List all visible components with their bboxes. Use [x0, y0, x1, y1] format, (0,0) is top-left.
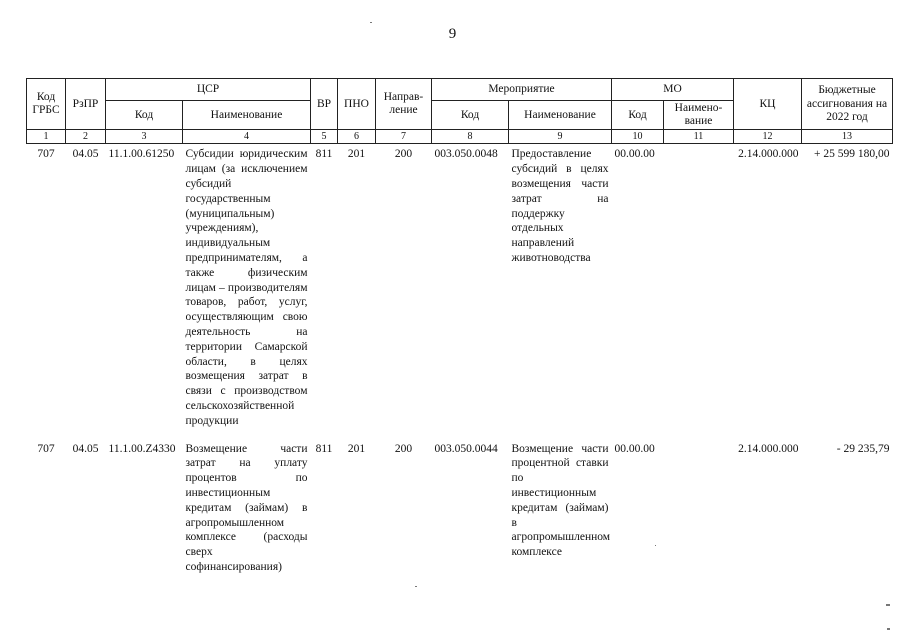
column-number: 10: [612, 130, 664, 144]
column-number: 8: [432, 130, 509, 144]
header-mer-name: Наименование: [509, 101, 612, 130]
header-pno: ПНО: [338, 79, 376, 130]
cell-mo-name: [664, 144, 734, 429]
cell-grbs: 707: [37, 148, 55, 161]
cell-mer-kod: 003.050.0048: [434, 148, 498, 161]
page-number: 9: [448, 26, 457, 42]
column-number: 12: [734, 130, 802, 144]
header-mo: МО: [612, 79, 734, 101]
column-number: 7: [376, 130, 432, 144]
header-csr: ЦСР: [106, 79, 311, 101]
header-kc: КЦ: [734, 79, 802, 130]
cell-pno: 201: [347, 148, 366, 161]
column-number: 2: [66, 130, 106, 144]
cell-csr-name: Субсидии юридическим лицам (за исключением субсидий государственным (муниципальным) учреждениям), индивидуальным предпринимателям, а также физическим лицам – производителям товаров, работ, услуг, осуществляющим свою деятельность на территории Самарской области, в целях возмещения затрат в связи с производством сельскохозяйственной продукции: [185, 148, 308, 427]
scan-speck: [370, 22, 372, 23]
cell-amount: + 25 599 180,00: [814, 148, 890, 161]
column-number: 4: [183, 130, 311, 144]
cell-amount: - 29 235,79: [836, 442, 890, 455]
header-row-1: [27, 79, 893, 101]
header-mo-name: Наимено-вание: [664, 101, 734, 130]
header-csr-kod: Код: [106, 101, 183, 130]
cell-mer-name: Возмещение части процентной ставки по инвестиционным кредитам (займам) в агропромышленном комплексе: [511, 442, 611, 559]
scan-speck: [886, 604, 890, 606]
table-row: [27, 439, 893, 575]
cell-napravlenie: 200: [394, 148, 413, 161]
scan-speck: [887, 628, 890, 630]
column-number: 11: [664, 130, 734, 144]
budget-table: [26, 78, 893, 575]
cell-mo-kod: 00.00.00: [614, 148, 655, 161]
cell-kc: 2.14.000.000: [738, 442, 799, 455]
column-number: 9: [509, 130, 612, 144]
cell-kc: 2.14.000.000: [738, 148, 799, 161]
cell-csr-name: Возмещение части затрат на уплату процентов по инвестиционным кредитам (займам) в агропромышленном комплексе (расходы сверх софинансирования): [185, 442, 308, 573]
cell-rzpr: 04.05: [72, 442, 99, 455]
cell-mer-kod: 003.050.0044: [434, 442, 498, 455]
column-number: 1: [27, 130, 66, 144]
scan-speck: [415, 586, 417, 587]
table-row: [27, 144, 893, 429]
header-budget: Бюджетные ассигнования на 2022 год: [802, 79, 893, 130]
cell-mo-name: [664, 439, 734, 575]
row-spacer: [27, 429, 893, 439]
header-numbers-row: [27, 130, 893, 144]
header-kod-grbs: Код ГРБС: [27, 79, 66, 130]
cell-vr: 811: [315, 442, 333, 455]
cell-csr-kod: 11.1.00.61250: [108, 148, 175, 161]
cell-csr-kod: 11.1.00.Z4330: [108, 442, 176, 455]
cell-napravlenie: 200: [394, 442, 413, 455]
header-mo-kod: Код: [612, 101, 664, 130]
column-number: 13: [802, 130, 893, 144]
column-number: 6: [338, 130, 376, 144]
header-mer-kod: Код: [432, 101, 509, 130]
cell-vr: 811: [315, 148, 333, 161]
column-number: 5: [311, 130, 338, 144]
cell-grbs: 707: [37, 442, 55, 455]
header-csr-name: Наименование: [183, 101, 311, 130]
cell-rzpr: 04.05: [72, 148, 99, 161]
cell-mo-kod: 00.00.00: [614, 442, 655, 455]
header-vr: ВР: [311, 79, 338, 130]
header-meropriyatie: Мероприятие: [432, 79, 612, 101]
column-number: 3: [106, 130, 183, 144]
cell-pno: 201: [347, 442, 366, 455]
header-napravlenie: Направ-ление: [376, 79, 432, 130]
scan-speck: [655, 545, 656, 546]
cell-mer-name: Предоставление субсидий в целях возмещения части затрат на поддержку отдельных направлений животноводства: [511, 148, 609, 265]
header-rzpr: РзПР: [66, 79, 106, 130]
